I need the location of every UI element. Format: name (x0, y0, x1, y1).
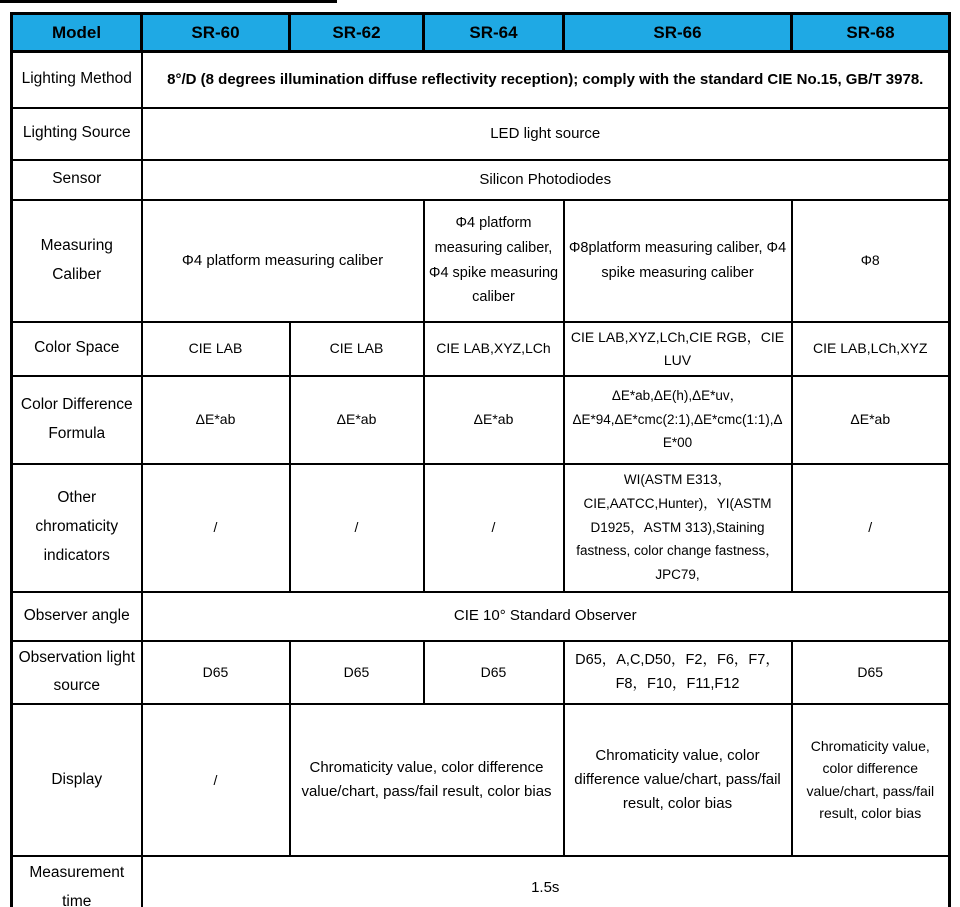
row-other-chromaticity-indicators (12, 464, 950, 592)
cell-color-difference-sr62: ΔE*ab (290, 376, 424, 464)
cell-color-space-sr66: CIE LAB,XYZ,LCh,CIE RGB，CIE LUV (564, 322, 792, 376)
cell-observation-light-sr68: D65 (792, 641, 950, 704)
row-label-sensor: Sensor (12, 160, 142, 200)
cell-measurement-time-all: 1.5s (142, 856, 950, 907)
header-sr66: SR-66 (564, 14, 792, 52)
cell-measuring-caliber-sr68: Φ8 (792, 200, 950, 322)
header-sr64: SR-64 (424, 14, 564, 52)
cell-observer-angle-all: CIE 10° Standard Observer (142, 592, 950, 641)
cell-display-sr60: / (142, 704, 290, 856)
cell-observation-light-sr66: D65，A,C,D50，F2，F6，F7，F8，F10，F11,F12 (564, 641, 792, 704)
cell-lighting-method-all: 8°/D (8 degrees illumination diffuse reflectivity reception); comply with the standard CIE No.15, GB/T 3978. (142, 52, 950, 108)
cell-measuring-caliber-sr66: Φ8platform measuring caliber, Φ4 spike measuring caliber (564, 200, 792, 322)
row-label-measurement-time: Measurement time (12, 856, 142, 907)
row-observer-angle (12, 592, 950, 641)
cell-other-chromaticity-sr68: / (792, 464, 950, 592)
cell-color-space-sr64: CIE LAB,XYZ,LCh (424, 322, 564, 376)
row-label-lighting-method: Lighting Method (12, 52, 142, 108)
cell-measuring-caliber-sr64: Φ4 platform measuring caliber, Φ4 spike measuring caliber (424, 200, 564, 322)
cell-other-chromaticity-sr62: / (290, 464, 424, 592)
row-label-observation-light-source: Observation light source (12, 641, 142, 704)
spec-table (10, 12, 951, 907)
row-label-measuring-caliber: Measuring Caliber (12, 200, 142, 322)
row-sensor (12, 160, 950, 200)
top-edge-line (0, 0, 337, 3)
cell-other-chromaticity-sr66: WI(ASTM E313，CIE,AATCC,Hunter)，YI(ASTM D1925，ASTM 313),Staining fastness, color change fastness，JPC79, (564, 464, 792, 592)
row-label-lighting-source: Lighting Source (12, 108, 142, 160)
cell-display-sr62-sr64: Chromaticity value, color difference value/chart, pass/fail result, color bias (290, 704, 564, 856)
cell-sensor-all: Silicon Photodiodes (142, 160, 950, 200)
row-color-space (12, 322, 950, 376)
row-label-observer-angle: Observer angle (12, 592, 142, 641)
row-label-color-space: Color Space (12, 322, 142, 376)
header-model: Model (12, 14, 142, 52)
cell-color-space-sr68: CIE LAB,LCh,XYZ (792, 322, 950, 376)
row-measurement-time (12, 856, 950, 907)
cell-color-space-sr60: CIE LAB (142, 322, 290, 376)
row-measuring-caliber (12, 200, 950, 322)
row-label-display: Display (12, 704, 142, 856)
row-color-difference-formula (12, 376, 950, 464)
cell-display-sr66: Chromaticity value, color difference value/chart, pass/fail result, color bias (564, 704, 792, 856)
cell-observation-light-sr64: D65 (424, 641, 564, 704)
row-label-other-chromaticity-indicators: Other chromaticity indicators (12, 464, 142, 592)
cell-observation-light-sr60: D65 (142, 641, 290, 704)
cell-color-difference-sr68: ΔE*ab (792, 376, 950, 464)
header-sr68: SR-68 (792, 14, 950, 52)
cell-measuring-caliber-sr60-sr62: Φ4 platform measuring caliber (142, 200, 424, 322)
cell-color-space-sr62: CIE LAB (290, 322, 424, 376)
header-row (12, 14, 950, 52)
row-lighting-method (12, 52, 950, 108)
cell-other-chromaticity-sr64: / (424, 464, 564, 592)
row-observation-light-source (12, 641, 950, 704)
cell-color-difference-sr60: ΔE*ab (142, 376, 290, 464)
cell-other-chromaticity-sr60: / (142, 464, 290, 592)
row-display (12, 704, 950, 856)
header-sr60: SR-60 (142, 14, 290, 52)
header-sr62: SR-62 (290, 14, 424, 52)
row-label-color-difference-formula: Color Difference Formula (12, 376, 142, 464)
cell-color-difference-sr64: ΔE*ab (424, 376, 564, 464)
cell-lighting-source-all: LED light source (142, 108, 950, 160)
cell-observation-light-sr62: D65 (290, 641, 424, 704)
cell-color-difference-sr66: ΔE*ab,ΔE(h),ΔE*uv，ΔE*94,ΔE*cmc(2:1),ΔE*cmc(1:1),ΔE*00 (564, 376, 792, 464)
cell-display-sr68: Chromaticity value, color difference value/chart, pass/fail result, color bias (792, 704, 950, 856)
row-lighting-source (12, 108, 950, 160)
